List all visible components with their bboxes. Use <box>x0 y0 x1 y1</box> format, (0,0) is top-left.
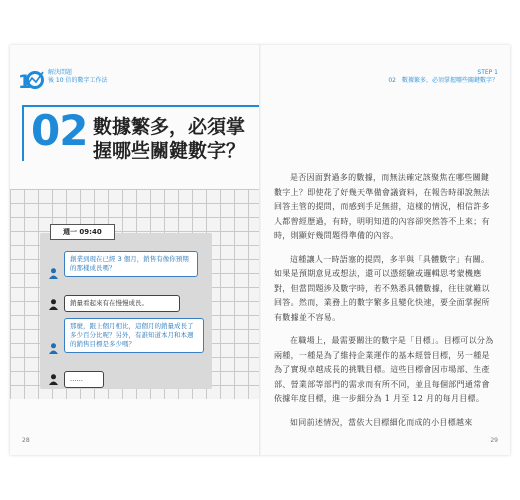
series-header <box>48 69 107 85</box>
chapter-number: 02 <box>31 106 88 155</box>
running-header <box>388 69 498 85</box>
series-logo-icon <box>18 69 44 91</box>
series-title: 解決問題 <box>48 69 73 76</box>
chat-time: 週一 09:40 <box>50 224 115 240</box>
series-subtitle: 後 10 倍的數字工作法 <box>48 77 108 84</box>
boss-avatar-icon <box>49 343 58 354</box>
body-text <box>274 171 494 439</box>
staff-avatar-icon <box>49 374 58 385</box>
boss-avatar-icon <box>49 268 58 279</box>
page-number-left: 28 <box>22 437 30 444</box>
running-head: 02 數據繁多，必須掌握哪些關鍵數字？ <box>388 77 498 84</box>
paragraph: 是否因面對過多的數據，而無法確定該聚焦在哪些關鍵數字上？即使花了好幾天準備會議資料，在報告時卻說無法回答主管的提問，而感到手足無措，這樣的情況，相信許多人都曾經歷過，有時，明明知道的內容卻突然答不上來；有時，則顯好幾問題得準備的內容。 <box>274 173 490 240</box>
chat-message-2: 銷量看起來有在慢慢成長。 <box>64 295 180 312</box>
page-number-right: 29 <box>490 437 498 444</box>
chat-message-1: 創業到現在已經 3 個月，銷售有像你預期的那樣成長嗎？ <box>64 251 198 277</box>
paragraph: 在職場上，最需要關注的數字是「目標」。目標可以分為兩種，一種是為了維持企業運作的基本經營目標，另一種是為了實現卓越成長的挑戰目標。這些目標會因市場部、生產部、營業部等部門的需求而有所不同，並且每個部門通常會依據年度目標，進一步細分為 1 月至 12 月的每月目標。 <box>274 336 494 403</box>
right-page <box>260 45 510 455</box>
paragraph: 這種讓人一時語塞的提問，多半與「具體數字」有關。如果是預期意見或想法，還可以憑經驗或邏輯思考蒙機應對，但當問題涉及數字時，若不熟悉具體數據，往往就難以回答。然而，業務上的數字繁多且變化快速，要全面掌握所有數據並不容易。 <box>274 254 490 322</box>
chapter-title: 數據繁多，必須掌握哪些關鍵數字？ <box>93 116 246 162</box>
book-spread <box>10 45 510 455</box>
chat-message-4: …… <box>64 371 104 388</box>
left-page <box>10 45 260 455</box>
paragraph: 如同前述情況，當依大目標細化而成的小目標越來 <box>290 417 473 427</box>
chat-message-3: 那麼，跟上個月相比，這個月的銷量成長了多少百分比呢？另外，有誰知道本月和本週的銷售目標是多少嗎？ <box>64 318 204 353</box>
step-label: STEP 1 <box>477 69 498 76</box>
staff-avatar-icon <box>49 299 58 310</box>
svg-text:1: 1 <box>18 71 32 91</box>
